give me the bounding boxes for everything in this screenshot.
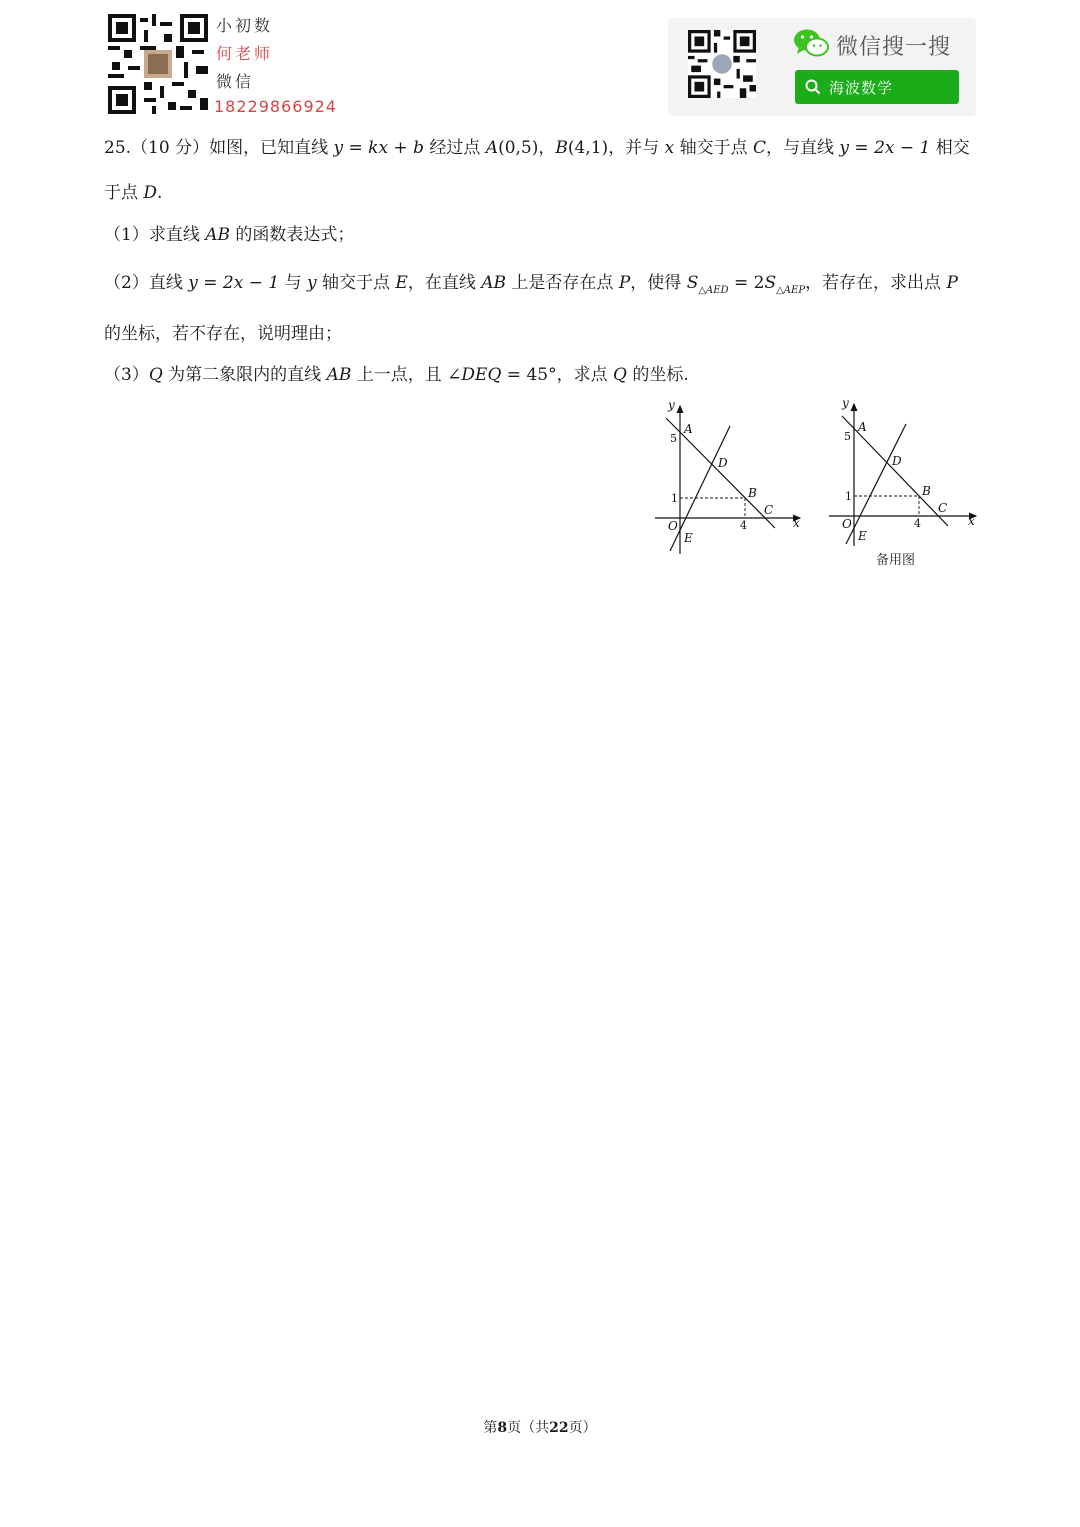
search-icon xyxy=(805,79,821,95)
label-y-2: y xyxy=(842,396,849,410)
page-footer: 第8页（共22页） xyxy=(483,1420,597,1436)
question-part-3: （3）Q 为第二象限内的直线 AB 上一点，且 ∠DEQ = 45°，求点 Q 的坐标. xyxy=(104,365,689,385)
wechat-search-button[interactable] xyxy=(795,70,959,104)
label-E: E xyxy=(684,531,693,545)
tick-4: 4 xyxy=(740,519,747,532)
wechat-search-title: 微信搜一搜 xyxy=(836,35,952,60)
label-x-2: x xyxy=(968,514,975,528)
label-C: C xyxy=(764,503,774,517)
question-part-2-cont: 的坐标，若不存在，说明理由； xyxy=(104,324,342,344)
qr-code-left xyxy=(108,14,208,114)
question-line-2: 于点 D. xyxy=(104,183,163,203)
label-y: y xyxy=(668,398,675,412)
handwriting-line-2: 何老师 xyxy=(216,44,274,63)
label-D-2: D xyxy=(892,454,902,468)
question-part-1: （1）求直线 AB 的函数表达式； xyxy=(104,225,355,245)
label-D: D xyxy=(718,456,728,470)
tick-1: 1 xyxy=(671,492,678,505)
label-B-2: B xyxy=(922,484,931,498)
label-C-2: C xyxy=(938,501,948,515)
wechat-logo-icon xyxy=(793,28,829,58)
label-O: O xyxy=(668,519,678,533)
question-part-2: （2）直线 y = 2x − 1 与 y 轴交于点 E，在直线 AB 上是否存在点 P，使得 $S_{\triangle AED} = 2S_{\triangle AEP}$，若存在，求出点 P xyxy=(104,273,958,296)
qr-code-right xyxy=(688,30,756,98)
label-O-2: O xyxy=(842,517,852,531)
coordinate-figure-main xyxy=(652,396,812,558)
label-B: B xyxy=(748,486,757,500)
label-E-2: E xyxy=(858,529,867,543)
tick-4-2: 4 xyxy=(914,517,921,530)
tick-5-2: 5 xyxy=(844,430,851,443)
label-A-2: A xyxy=(858,420,867,434)
question-line-1: 25.（10 分）如图，已知直线 y = kx + b 经过点 A(0,5)，B(4,1)，并与 x 轴交于点 C，与直线 y = 2x − 1 相交 xyxy=(104,138,970,158)
tick-5: 5 xyxy=(670,432,677,445)
tick-1-2: 1 xyxy=(845,490,852,503)
wechat-search-banner[interactable] xyxy=(668,18,976,116)
figure-caption: 备用图 xyxy=(876,553,916,568)
label-A: A xyxy=(684,422,693,436)
handwriting-phone: 18229866924 xyxy=(214,97,337,116)
coordinate-figure-backup xyxy=(826,396,982,546)
wechat-search-button-label: 海波数学 xyxy=(829,79,894,97)
handwriting-line-1: 小初数 xyxy=(216,16,274,35)
handwriting-line-3: 微信 xyxy=(216,72,255,91)
label-x: x xyxy=(793,516,800,530)
